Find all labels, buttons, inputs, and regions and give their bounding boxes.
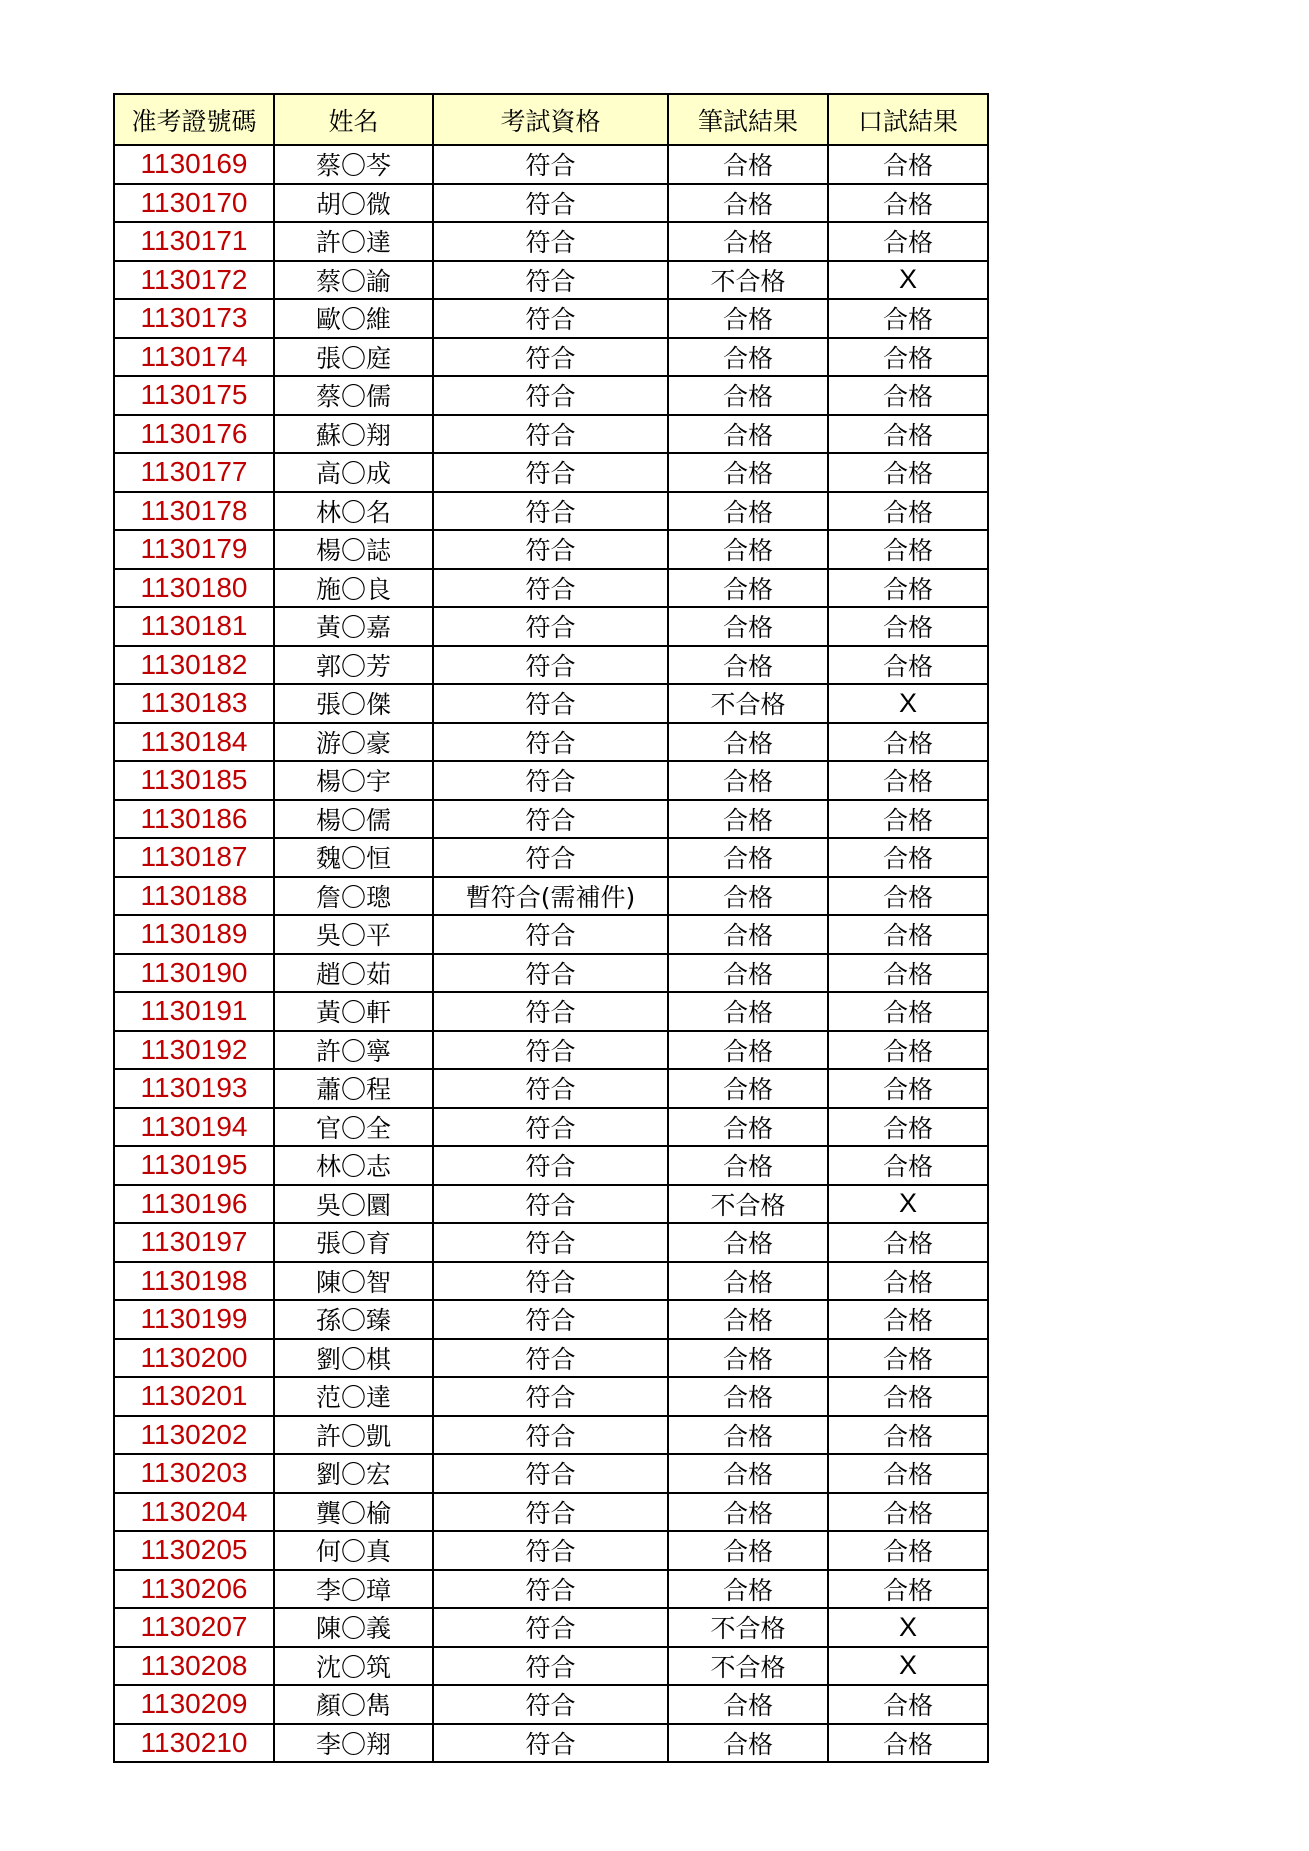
oral-result-cell: 合格 bbox=[828, 1300, 988, 1339]
table-row bbox=[114, 1416, 988, 1455]
oral-result-cell: 合格 bbox=[828, 646, 988, 685]
exam-id-cell: 1130176 bbox=[114, 415, 274, 454]
table-row bbox=[114, 376, 988, 415]
exam-id-cell: 1130198 bbox=[114, 1262, 274, 1301]
exam-id-cell: 1130189 bbox=[114, 915, 274, 954]
exam-id-cell: 1130175 bbox=[114, 376, 274, 415]
name-cell: 蔡〇芩 bbox=[274, 145, 433, 184]
written-result-cell: 合格 bbox=[668, 1685, 828, 1724]
written-result-cell: 不合格 bbox=[668, 261, 828, 300]
exam-id-cell: 1130188 bbox=[114, 877, 274, 916]
table-row bbox=[114, 1685, 988, 1724]
table-row bbox=[114, 530, 988, 569]
written-result-cell: 合格 bbox=[668, 1454, 828, 1493]
written-result-cell: 合格 bbox=[668, 723, 828, 762]
oral-result-cell: 合格 bbox=[828, 1416, 988, 1455]
qualification-cell: 符合 bbox=[433, 453, 668, 492]
name-cell: 游〇豪 bbox=[274, 723, 433, 762]
name-cell: 顏〇雋 bbox=[274, 1685, 433, 1724]
table-row bbox=[114, 684, 988, 723]
written-result-cell: 合格 bbox=[668, 1377, 828, 1416]
oral-result-cell: 合格 bbox=[828, 1146, 988, 1185]
table-row bbox=[114, 492, 988, 531]
exam-id-cell: 1130172 bbox=[114, 261, 274, 300]
table-row bbox=[114, 1185, 988, 1224]
oral-result-cell: 合格 bbox=[828, 338, 988, 377]
written-result-cell: 合格 bbox=[668, 800, 828, 839]
written-result-cell: 合格 bbox=[668, 492, 828, 531]
exam-id-cell: 1130200 bbox=[114, 1339, 274, 1378]
written-result-cell: 合格 bbox=[668, 376, 828, 415]
table-row bbox=[114, 1146, 988, 1185]
exam-id-cell: 1130194 bbox=[114, 1108, 274, 1147]
written-result-cell: 不合格 bbox=[668, 1647, 828, 1686]
table-row bbox=[114, 1454, 988, 1493]
table-row bbox=[114, 992, 988, 1031]
qualification-cell: 符合 bbox=[433, 530, 668, 569]
qualification-cell: 符合 bbox=[433, 222, 668, 261]
written-result-cell: 合格 bbox=[668, 1300, 828, 1339]
qualification-cell: 符合 bbox=[433, 1069, 668, 1108]
oral-result-cell: 合格 bbox=[828, 1069, 988, 1108]
written-result-cell: 合格 bbox=[668, 1031, 828, 1070]
name-cell: 趙〇茹 bbox=[274, 954, 433, 993]
table-row bbox=[114, 569, 988, 608]
table-row bbox=[114, 1531, 988, 1570]
oral-result-cell: 合格 bbox=[828, 1724, 988, 1763]
exam-id-cell: 1130206 bbox=[114, 1570, 274, 1609]
table-row bbox=[114, 1493, 988, 1532]
qualification-cell: 符合 bbox=[433, 1647, 668, 1686]
exam-id-cell: 1130177 bbox=[114, 453, 274, 492]
qualification-cell: 符合 bbox=[433, 1416, 668, 1455]
name-cell: 許〇達 bbox=[274, 222, 433, 261]
qualification-cell: 符合 bbox=[433, 1262, 668, 1301]
written-result-cell: 合格 bbox=[668, 877, 828, 916]
written-result-cell: 合格 bbox=[668, 646, 828, 685]
exam-id-cell: 1130201 bbox=[114, 1377, 274, 1416]
table-row bbox=[114, 838, 988, 877]
qualification-cell: 符合 bbox=[433, 915, 668, 954]
oral-result-cell: X bbox=[828, 1185, 988, 1224]
exam-id-cell: 1130179 bbox=[114, 530, 274, 569]
oral-result-cell: 合格 bbox=[828, 1223, 988, 1262]
name-cell: 楊〇誌 bbox=[274, 530, 433, 569]
qualification-cell: 符合 bbox=[433, 684, 668, 723]
qualification-cell: 符合 bbox=[433, 992, 668, 1031]
qualification-cell: 符合 bbox=[433, 1185, 668, 1224]
header-name: 姓名 bbox=[274, 94, 433, 145]
oral-result-cell: 合格 bbox=[828, 299, 988, 338]
oral-result-cell: 合格 bbox=[828, 569, 988, 608]
written-result-cell: 合格 bbox=[668, 1223, 828, 1262]
qualification-cell: 符合 bbox=[433, 800, 668, 839]
qualification-cell: 暫符合(需補件) bbox=[433, 877, 668, 916]
written-result-cell: 合格 bbox=[668, 299, 828, 338]
written-result-cell: 合格 bbox=[668, 530, 828, 569]
table-row bbox=[114, 954, 988, 993]
written-result-cell: 合格 bbox=[668, 1262, 828, 1301]
qualification-cell: 符合 bbox=[433, 1300, 668, 1339]
table-row bbox=[114, 1724, 988, 1763]
written-result-cell: 合格 bbox=[668, 1108, 828, 1147]
qualification-cell: 符合 bbox=[433, 338, 668, 377]
oral-result-cell: 合格 bbox=[828, 607, 988, 646]
exam-id-cell: 1130207 bbox=[114, 1608, 274, 1647]
name-cell: 沈〇筑 bbox=[274, 1647, 433, 1686]
qualification-cell: 符合 bbox=[433, 1146, 668, 1185]
exam-id-cell: 1130191 bbox=[114, 992, 274, 1031]
name-cell: 林〇志 bbox=[274, 1146, 433, 1185]
oral-result-cell: X bbox=[828, 1608, 988, 1647]
oral-result-cell: 合格 bbox=[828, 1377, 988, 1416]
name-cell: 劉〇棋 bbox=[274, 1339, 433, 1378]
exam-id-cell: 1130178 bbox=[114, 492, 274, 531]
name-cell: 高〇成 bbox=[274, 453, 433, 492]
name-cell: 郭〇芳 bbox=[274, 646, 433, 685]
oral-result-cell: 合格 bbox=[828, 222, 988, 261]
table-row bbox=[114, 1262, 988, 1301]
oral-result-cell: 合格 bbox=[828, 838, 988, 877]
qualification-cell: 符合 bbox=[433, 1339, 668, 1378]
name-cell: 黃〇軒 bbox=[274, 992, 433, 1031]
name-cell: 吳〇圜 bbox=[274, 1185, 433, 1224]
table-row bbox=[114, 1300, 988, 1339]
name-cell: 劉〇宏 bbox=[274, 1454, 433, 1493]
written-result-cell: 不合格 bbox=[668, 1185, 828, 1224]
exam-id-cell: 1130209 bbox=[114, 1685, 274, 1724]
results-body bbox=[114, 145, 988, 1762]
oral-result-cell: 合格 bbox=[828, 492, 988, 531]
exam-id-cell: 1130204 bbox=[114, 1493, 274, 1532]
qualification-cell: 符合 bbox=[433, 723, 668, 762]
table-row bbox=[114, 800, 988, 839]
qualification-cell: 符合 bbox=[433, 376, 668, 415]
table-row bbox=[114, 338, 988, 377]
exam-id-cell: 1130196 bbox=[114, 1185, 274, 1224]
table-row bbox=[114, 1108, 988, 1147]
oral-result-cell: 合格 bbox=[828, 376, 988, 415]
qualification-cell: 符合 bbox=[433, 1608, 668, 1647]
oral-result-cell: 合格 bbox=[828, 415, 988, 454]
name-cell: 黃〇嘉 bbox=[274, 607, 433, 646]
qualification-cell: 符合 bbox=[433, 261, 668, 300]
qualification-cell: 符合 bbox=[433, 492, 668, 531]
oral-result-cell: 合格 bbox=[828, 992, 988, 1031]
qualification-cell: 符合 bbox=[433, 569, 668, 608]
name-cell: 許〇寧 bbox=[274, 1031, 433, 1070]
written-result-cell: 合格 bbox=[668, 453, 828, 492]
results-table bbox=[113, 93, 989, 1763]
written-result-cell: 合格 bbox=[668, 184, 828, 223]
name-cell: 陳〇義 bbox=[274, 1608, 433, 1647]
exam-id-cell: 1130187 bbox=[114, 838, 274, 877]
qualification-cell: 符合 bbox=[433, 761, 668, 800]
qualification-cell: 符合 bbox=[433, 145, 668, 184]
name-cell: 吳〇平 bbox=[274, 915, 433, 954]
written-result-cell: 合格 bbox=[668, 222, 828, 261]
exam-id-cell: 1130193 bbox=[114, 1069, 274, 1108]
qualification-cell: 符合 bbox=[433, 1377, 668, 1416]
qualification-cell: 符合 bbox=[433, 415, 668, 454]
name-cell: 張〇庭 bbox=[274, 338, 433, 377]
qualification-cell: 符合 bbox=[433, 838, 668, 877]
qualification-cell: 符合 bbox=[433, 607, 668, 646]
written-result-cell: 合格 bbox=[668, 1069, 828, 1108]
name-cell: 胡〇微 bbox=[274, 184, 433, 223]
qualification-cell: 符合 bbox=[433, 1685, 668, 1724]
table-row bbox=[114, 453, 988, 492]
name-cell: 楊〇儒 bbox=[274, 800, 433, 839]
table-row bbox=[114, 1608, 988, 1647]
table-row bbox=[114, 1570, 988, 1609]
written-result-cell: 合格 bbox=[668, 1493, 828, 1532]
qualification-cell: 符合 bbox=[433, 1223, 668, 1262]
qualification-cell: 符合 bbox=[433, 646, 668, 685]
qualification-cell: 符合 bbox=[433, 1108, 668, 1147]
written-result-cell: 合格 bbox=[668, 1416, 828, 1455]
table-row bbox=[114, 1377, 988, 1416]
name-cell: 蘇〇翔 bbox=[274, 415, 433, 454]
qualification-cell: 符合 bbox=[433, 1493, 668, 1532]
name-cell: 官〇全 bbox=[274, 1108, 433, 1147]
exam-id-cell: 1130195 bbox=[114, 1146, 274, 1185]
name-cell: 楊〇宇 bbox=[274, 761, 433, 800]
oral-result-cell: 合格 bbox=[828, 954, 988, 993]
exam-id-cell: 1130208 bbox=[114, 1647, 274, 1686]
name-cell: 許〇凱 bbox=[274, 1416, 433, 1455]
exam-id-cell: 1130169 bbox=[114, 145, 274, 184]
exam-id-cell: 1130199 bbox=[114, 1300, 274, 1339]
oral-result-cell: 合格 bbox=[828, 1031, 988, 1070]
table-row bbox=[114, 299, 988, 338]
oral-result-cell: 合格 bbox=[828, 1685, 988, 1724]
name-cell: 蔡〇儒 bbox=[274, 376, 433, 415]
table-row bbox=[114, 646, 988, 685]
exam-id-cell: 1130173 bbox=[114, 299, 274, 338]
table-row bbox=[114, 415, 988, 454]
written-result-cell: 合格 bbox=[668, 569, 828, 608]
table-row bbox=[114, 877, 988, 916]
exam-id-cell: 1130205 bbox=[114, 1531, 274, 1570]
name-cell: 范〇達 bbox=[274, 1377, 433, 1416]
table-row bbox=[114, 1069, 988, 1108]
exam-id-cell: 1130171 bbox=[114, 222, 274, 261]
name-cell: 張〇育 bbox=[274, 1223, 433, 1262]
exam-id-cell: 1130174 bbox=[114, 338, 274, 377]
name-cell: 李〇璋 bbox=[274, 1570, 433, 1609]
written-result-cell: 合格 bbox=[668, 415, 828, 454]
name-cell: 魏〇恒 bbox=[274, 838, 433, 877]
oral-result-cell: 合格 bbox=[828, 1454, 988, 1493]
table-row bbox=[114, 915, 988, 954]
written-result-cell: 合格 bbox=[668, 1531, 828, 1570]
oral-result-cell: 合格 bbox=[828, 915, 988, 954]
name-cell: 何〇真 bbox=[274, 1531, 433, 1570]
oral-result-cell: 合格 bbox=[828, 145, 988, 184]
header-exam-id: 准考證號碼 bbox=[114, 94, 274, 145]
oral-result-cell: 合格 bbox=[828, 184, 988, 223]
name-cell: 林〇名 bbox=[274, 492, 433, 531]
written-result-cell: 合格 bbox=[668, 954, 828, 993]
exam-id-cell: 1130203 bbox=[114, 1454, 274, 1493]
table-row bbox=[114, 1223, 988, 1262]
written-result-cell: 合格 bbox=[668, 145, 828, 184]
table-row bbox=[114, 1647, 988, 1686]
table-row bbox=[114, 761, 988, 800]
exam-id-cell: 1130184 bbox=[114, 723, 274, 762]
table-row bbox=[114, 607, 988, 646]
name-cell: 張〇傑 bbox=[274, 684, 433, 723]
name-cell: 歐〇維 bbox=[274, 299, 433, 338]
written-result-cell: 合格 bbox=[668, 838, 828, 877]
qualification-cell: 符合 bbox=[433, 954, 668, 993]
written-result-cell: 合格 bbox=[668, 1724, 828, 1763]
oral-result-cell: 合格 bbox=[828, 1262, 988, 1301]
qualification-cell: 符合 bbox=[433, 1031, 668, 1070]
qualification-cell: 符合 bbox=[433, 1531, 668, 1570]
exam-id-cell: 1130197 bbox=[114, 1223, 274, 1262]
exam-id-cell: 1130190 bbox=[114, 954, 274, 993]
qualification-cell: 符合 bbox=[433, 1454, 668, 1493]
name-cell: 蔡〇諭 bbox=[274, 261, 433, 300]
table-row bbox=[114, 222, 988, 261]
written-result-cell: 合格 bbox=[668, 915, 828, 954]
table-row bbox=[114, 145, 988, 184]
name-cell: 孫〇臻 bbox=[274, 1300, 433, 1339]
header-qualification: 考試資格 bbox=[433, 94, 668, 145]
table-row bbox=[114, 261, 988, 300]
exam-id-cell: 1130210 bbox=[114, 1724, 274, 1763]
qualification-cell: 符合 bbox=[433, 1724, 668, 1763]
oral-result-cell: 合格 bbox=[828, 1531, 988, 1570]
written-result-cell: 合格 bbox=[668, 1570, 828, 1609]
oral-result-cell: 合格 bbox=[828, 453, 988, 492]
oral-result-cell: 合格 bbox=[828, 1570, 988, 1609]
qualification-cell: 符合 bbox=[433, 184, 668, 223]
oral-result-cell: 合格 bbox=[828, 723, 988, 762]
oral-result-cell: 合格 bbox=[828, 761, 988, 800]
written-result-cell: 合格 bbox=[668, 992, 828, 1031]
exam-id-cell: 1130183 bbox=[114, 684, 274, 723]
table-row bbox=[114, 1339, 988, 1378]
written-result-cell: 合格 bbox=[668, 607, 828, 646]
header-written-result: 筆試結果 bbox=[668, 94, 828, 145]
exam-id-cell: 1130192 bbox=[114, 1031, 274, 1070]
exam-id-cell: 1130170 bbox=[114, 184, 274, 223]
exam-id-cell: 1130185 bbox=[114, 761, 274, 800]
exam-id-cell: 1130182 bbox=[114, 646, 274, 685]
table-row bbox=[114, 184, 988, 223]
oral-result-cell: 合格 bbox=[828, 1339, 988, 1378]
exam-id-cell: 1130180 bbox=[114, 569, 274, 608]
name-cell: 李〇翔 bbox=[274, 1724, 433, 1763]
oral-result-cell: 合格 bbox=[828, 1108, 988, 1147]
oral-result-cell: 合格 bbox=[828, 1493, 988, 1532]
table-row bbox=[114, 723, 988, 762]
oral-result-cell: 合格 bbox=[828, 530, 988, 569]
oral-result-cell: X bbox=[828, 261, 988, 300]
written-result-cell: 合格 bbox=[668, 761, 828, 800]
written-result-cell: 合格 bbox=[668, 1339, 828, 1378]
header-oral-result: 口試結果 bbox=[828, 94, 988, 145]
header-row bbox=[114, 94, 988, 145]
name-cell: 陳〇智 bbox=[274, 1262, 433, 1301]
name-cell: 施〇良 bbox=[274, 569, 433, 608]
name-cell: 蕭〇程 bbox=[274, 1069, 433, 1108]
exam-id-cell: 1130186 bbox=[114, 800, 274, 839]
oral-result-cell: 合格 bbox=[828, 800, 988, 839]
written-result-cell: 不合格 bbox=[668, 684, 828, 723]
exam-id-cell: 1130181 bbox=[114, 607, 274, 646]
name-cell: 詹〇璁 bbox=[274, 877, 433, 916]
written-result-cell: 合格 bbox=[668, 338, 828, 377]
table-row bbox=[114, 1031, 988, 1070]
oral-result-cell: X bbox=[828, 1647, 988, 1686]
qualification-cell: 符合 bbox=[433, 299, 668, 338]
oral-result-cell: X bbox=[828, 684, 988, 723]
written-result-cell: 合格 bbox=[668, 1146, 828, 1185]
written-result-cell: 不合格 bbox=[668, 1608, 828, 1647]
oral-result-cell: 合格 bbox=[828, 877, 988, 916]
name-cell: 龔〇榆 bbox=[274, 1493, 433, 1532]
qualification-cell: 符合 bbox=[433, 1570, 668, 1609]
exam-id-cell: 1130202 bbox=[114, 1416, 274, 1455]
